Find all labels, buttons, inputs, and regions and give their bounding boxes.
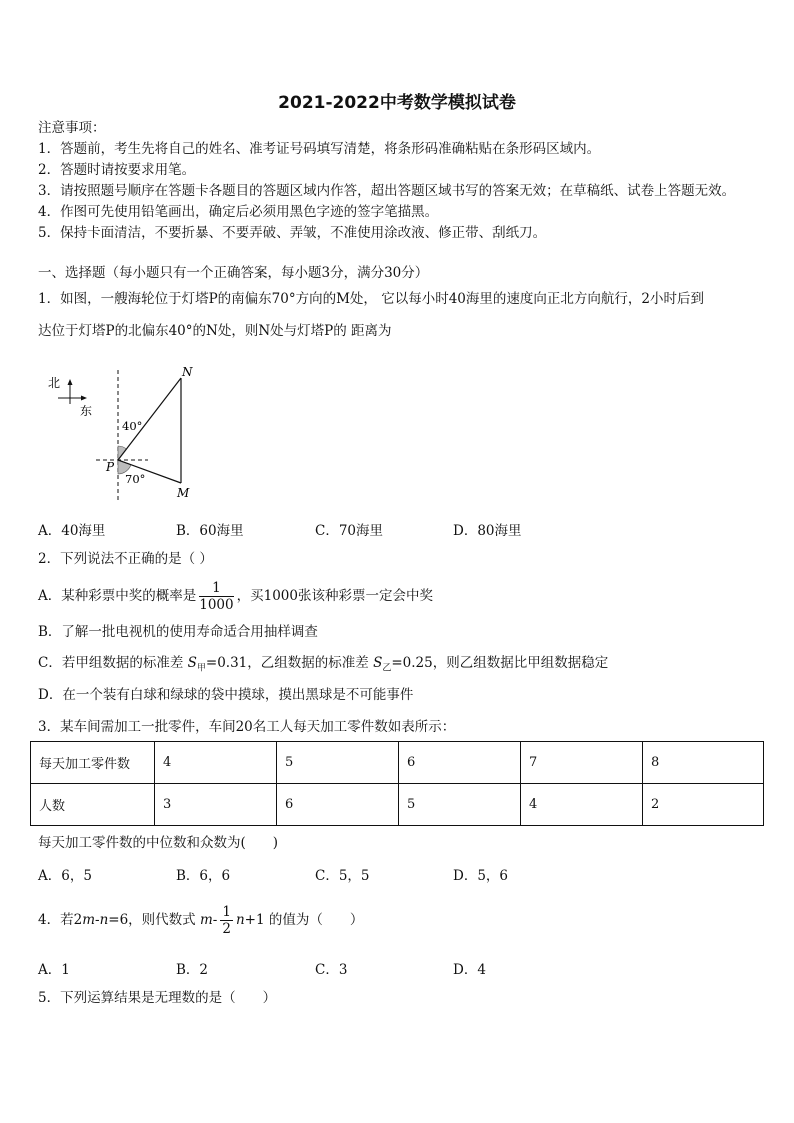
table-cell: 2: [643, 784, 764, 826]
fraction-1-over-1000: [199, 580, 233, 613]
q2-option-d[interactable]: D．在一个装有白球和绿球的袋中摸球，摸出黑球是不可能事件: [38, 687, 414, 703]
fraction-one-half: [220, 904, 233, 937]
q3-option-c[interactable]: C．5，5: [315, 868, 370, 884]
q2-option-a[interactable]: [38, 578, 433, 614]
q1-figure: [38, 360, 228, 508]
q3-stem: 3．某车间需加工一批零件，车间20名工人每天加工零件数如表所示：: [38, 719, 456, 735]
notice-item-3: 3．请按照题号顺序在答题卡各题目的答题区域内作答，超出答题区域书写的答案无效；在草稿纸、试卷上答题无效。: [38, 183, 736, 199]
q4-stem-pre: 4．若2: [38, 912, 83, 928]
q4-option-d[interactable]: D．4: [453, 962, 486, 978]
page-title: 2021-2022中考数学模拟试卷: [278, 93, 516, 113]
q1-stem-line2: 达位于灯塔P的北偏东40°的N处，则N处与灯塔P的 距离为: [38, 323, 392, 339]
fraction-numerator: 1: [222, 904, 231, 920]
notice-item-2: 2．答题时请按要求用笔。: [38, 162, 196, 178]
q4-option-c[interactable]: C．3: [315, 962, 348, 978]
q4-stem: [38, 902, 363, 938]
q4-option-a[interactable]: A．1: [38, 962, 70, 978]
table-cell: 每天加工零件数: [31, 742, 155, 784]
q1-option-d[interactable]: D．80海里: [453, 523, 522, 539]
q3-option-d[interactable]: D．5，6: [453, 868, 509, 884]
q5-stem: 5．下列运算结果是无理数的是（ ）: [38, 990, 277, 1006]
table-row: [31, 784, 764, 826]
q3-table: [30, 741, 764, 826]
symbol-s-yi: S: [373, 655, 383, 671]
fraction-denominator: 2: [222, 921, 231, 937]
notice-heading: 注意事项：: [38, 120, 106, 136]
notice-item-5: 5．保持卡面清洁，不要折暴、不要弄破、弄皱，不准使用涂改液、修正带、刮纸刀。: [38, 225, 547, 241]
angle-40-label: 40°: [122, 419, 143, 433]
var-n: n: [235, 912, 245, 928]
table-cell: 4: [155, 742, 277, 784]
angle-70-label: 70°: [125, 472, 146, 486]
table-cell: 8: [643, 742, 764, 784]
q2-option-c-part2: =0.31，乙组数据的标准差: [205, 655, 369, 671]
q2-option-b[interactable]: B．了解一批电视机的使用寿命适合用抽样调查: [38, 624, 318, 640]
minus-sign: -: [212, 912, 218, 928]
q2-option-a-pre: A．某种彩票中奖的概率是: [38, 588, 197, 604]
point-P-label: P: [106, 460, 115, 474]
fraction-denominator: 1000: [199, 597, 234, 613]
point-N-label: N: [182, 365, 193, 379]
fraction-numerator: 1: [199, 580, 233, 597]
table-cell: 6: [277, 784, 399, 826]
table-cell: 4: [521, 784, 643, 826]
notice-item-1: 1．答题前，考生先将自己的姓名、准考证号码填写清楚，将条形码准确粘贴在条形码区域内。: [38, 141, 601, 157]
q1-option-c[interactable]: C．70海里: [315, 523, 384, 539]
section-heading: 一、选择题（每小题只有一个正确答案，每小题3分，满分30分）: [38, 265, 429, 281]
subscript-yi: 乙: [382, 663, 392, 674]
q2-option-c[interactable]: [38, 653, 608, 679]
notice-item-4: 4．作图可先使用铅笔画出，确定后必须用黑色字迹的签字笔描黑。: [38, 204, 439, 220]
table-cell: 7: [521, 742, 643, 784]
q2-option-c-part3: =0.25，则乙组数据比甲组数据稳定: [391, 655, 609, 671]
q1-option-a[interactable]: A．40海里: [38, 523, 106, 539]
q3-option-a[interactable]: A．6，5: [38, 868, 92, 884]
minus-sign: -: [95, 912, 100, 928]
q1-option-b[interactable]: B．60海里: [176, 523, 244, 539]
var-n: n: [99, 912, 109, 928]
q3-option-b[interactable]: B．6，6: [176, 868, 231, 884]
var-m: m: [199, 912, 213, 928]
q4-stem-mid: =6，则代数式: [108, 912, 196, 928]
table-cell: 5: [399, 784, 521, 826]
q3-question: 每天加工零件数的中位数和众数为( ): [38, 835, 279, 851]
table-cell: 6: [399, 742, 521, 784]
q2-stem: 2．下列说法不正确的是（ ）: [38, 551, 213, 567]
q2-option-a-post: ，买1000张该种彩票一定会中奖: [236, 588, 433, 604]
q4-option-b[interactable]: B．2: [176, 962, 209, 978]
table-row: [31, 742, 764, 784]
table-cell: 5: [277, 742, 399, 784]
var-m: m: [82, 912, 95, 928]
q4-stem-post: +1 的值为（ ）: [244, 912, 364, 928]
compass-east-label: 东: [80, 404, 93, 418]
point-M-label: M: [177, 486, 190, 500]
table-cell: 人数: [31, 784, 155, 826]
q2-option-c-part1: C．若甲组数据的标准差: [38, 655, 184, 671]
compass-north-label: 北: [48, 376, 61, 390]
symbol-s-jia: S: [187, 655, 197, 671]
table-cell: 3: [155, 784, 277, 826]
q1-stem-line1: 1．如图，一艘海轮位于灯塔P的南偏东70°方向的M处， 它以每小时40海里的速度向正北方向航行，2小时后到: [38, 291, 704, 307]
subscript-jia: 甲: [196, 663, 206, 674]
